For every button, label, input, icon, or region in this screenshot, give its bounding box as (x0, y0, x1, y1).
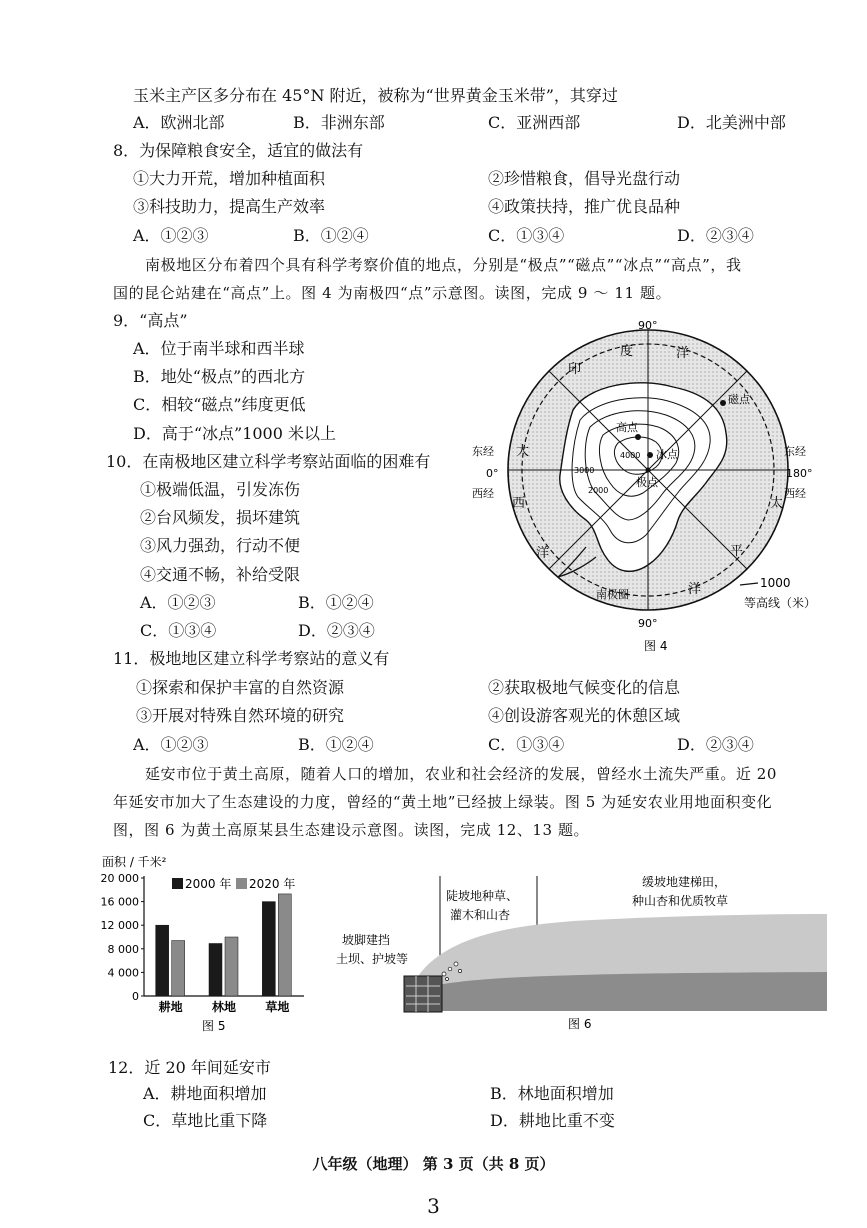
q12-option-c: C．草地比重下降 (143, 1111, 268, 1130)
bar-林地-2000年 (209, 943, 222, 996)
ocean-label-xi: 西 (512, 496, 526, 511)
q7-option-b: B．非洲东部 (293, 113, 385, 132)
q7-option-a: A．欧洲北部 (133, 113, 225, 132)
y-tick-label: 8 000 (107, 942, 139, 956)
q11-item-3: ③开展对特殊自然环境的研究 (136, 706, 345, 725)
q9-option-b: B．地处“极点”的西北方 (133, 367, 306, 386)
ocean-label-yang-3: 洋 (688, 582, 702, 597)
ocean-label-du: 度 (620, 344, 634, 359)
intro-9-11-line2: 国的昆仑站建在“高点”上。图 4 为南极四“点”示意图。读图，完成 9 ～ 11 题。 (113, 284, 672, 302)
ocean-label-yang-1: 洋 (676, 346, 690, 361)
q11-option-c: C．①③④ (488, 735, 565, 754)
q10-option-d: D．②③④ (298, 621, 375, 640)
q10-option-b: B．①②④ (298, 593, 374, 612)
fig4-label-left-top: 东经 (472, 445, 494, 458)
label-gentle: 缓坡地建梯田， (642, 876, 727, 889)
label-antarctic-circle: 南极圈 (596, 588, 629, 601)
chart-bars (156, 894, 292, 996)
figure-5-bar-chart (98, 852, 320, 1034)
bar-林地-2020年 (225, 937, 238, 996)
fig5-caption: 图 5 (202, 1019, 226, 1033)
legend-entry: 2000 年 (185, 877, 232, 891)
label-ice-point: 冰点 (656, 448, 678, 461)
q9-option-d: D．高于“冰点”1000 米以上 (133, 424, 336, 443)
label-foot: 坡脚建挡 (342, 933, 391, 947)
q12-stem: 12．近 20 年间延安市 (108, 1058, 271, 1077)
label-gentle-2: 种山杏和优质牧草 (632, 894, 729, 908)
fig4-label-left-mid: 0° (486, 467, 499, 480)
q11-item-4: ④创设游客观光的休憩区域 (488, 706, 681, 725)
ice-point-marker (647, 452, 653, 458)
bar-耕地-2020年 (172, 941, 185, 996)
legend-value: 1000 (760, 576, 791, 590)
x-tick-label: 林地 (211, 1000, 237, 1014)
label-pole-point: 极点 (636, 476, 658, 489)
chart-legend (172, 876, 295, 891)
y-tick-label: 12 000 (100, 919, 139, 933)
retaining-wall (404, 976, 442, 1012)
q10-item-4: ④交通不畅，补给受限 (140, 565, 301, 584)
fig4-caption: 图 4 (644, 639, 668, 653)
figure-4-antarctic-map (468, 315, 828, 660)
legend-swatch (236, 878, 247, 889)
intro-12-13-line1: 延安市位于黄土高原，随着人口的增加，农业和社会经济的发展，曾经水土流失严重。近 20 (145, 765, 777, 783)
bar-耕地-2000年 (156, 925, 169, 996)
q7-option-c: C．亚洲西部 (488, 113, 581, 132)
ocean-label-yang-2: 洋 (536, 546, 550, 561)
q8-option-a: A．①②③ (133, 226, 209, 245)
q8-item-2: ②珍惜粮食，倡导光盘行动 (488, 169, 681, 188)
page-footer: 八年级（地理） 第 3 页（共 8 页） (312, 1155, 555, 1173)
intro-9-11-line1: 南极地区分布着四个具有科学考察价值的地点，分别是“极点”“磁点”“冰点”“高点”，我 (145, 256, 742, 274)
intro-12-13-line3: 图，图 6 为黄土高原某县生态建设示意图。读图，完成 12、13 题。 (113, 821, 590, 839)
fig4-label-top: 90° (638, 319, 658, 332)
q9-stem: 9．“高点” (113, 311, 188, 330)
y-tick-label: 16 000 (100, 895, 139, 909)
q11-option-a: A．①②③ (133, 735, 209, 754)
y-tick-label: 4 000 (107, 966, 139, 980)
fig4-label-right-bot: 西经 (784, 487, 806, 500)
q8-item-3: ③科技助力，提高生产效率 (133, 197, 326, 216)
ocean-label-yin: 印 (568, 362, 582, 377)
q12-option-d: D．耕地比重不变 (490, 1111, 615, 1130)
q11-option-d: D．②③④ (677, 735, 754, 754)
q11-item-1: ①探索和保护丰富的自然资源 (136, 678, 345, 697)
q10-option-a: A．①②③ (140, 593, 216, 612)
q12-option-a: A．耕地面积增加 (143, 1084, 267, 1103)
y-tick-label: 0 (132, 990, 139, 1003)
fig6-caption: 图 6 (568, 1017, 592, 1031)
q8-option-d: D．②③④ (677, 226, 754, 245)
label-high-point: 高点 (616, 421, 638, 434)
pole-point-marker (646, 468, 651, 473)
legend-line (740, 583, 758, 585)
bar-草地-2000年 (262, 902, 275, 996)
label-magnetic-point: 磁点 (728, 393, 750, 406)
q11-option-b: B．①②④ (298, 735, 374, 754)
label-steep: 陡坡地种草、 (446, 889, 519, 903)
q8-item-1: ①大力开荒，增加种植面积 (133, 169, 326, 188)
q11-stem: 11．极地地区建立科学考察站的意义有 (113, 649, 390, 668)
q10-option-c: C．①③④ (140, 621, 217, 640)
legend-entry: 2020 年 (249, 877, 296, 891)
x-tick-label: 耕地 (158, 1000, 183, 1014)
q8-item-4: ④政策扶持，推广优良品种 (488, 197, 681, 216)
q7-option-d: D．北美洲中部 (677, 113, 786, 132)
page-number: 3 (427, 1194, 440, 1218)
chart-ylabel: 面积 / 千米² (102, 855, 167, 869)
y-tick-label: 20 000 (100, 872, 139, 885)
figure-6-ecology-diagram (332, 876, 832, 1036)
q8-option-c: C．①③④ (488, 226, 565, 245)
q10-item-2: ②台风频发，损坏建筑 (140, 508, 301, 527)
q10-item-1: ①极端低温，引发冻伤 (140, 480, 301, 499)
bar-草地-2020年 (278, 894, 291, 996)
contour-label-3000: 3000 (574, 466, 595, 475)
q9-option-a: A．位于南半球和西半球 (133, 339, 305, 358)
q12-option-b: B．林地面积增加 (490, 1084, 614, 1103)
x-tick-label: 草地 (265, 1000, 290, 1014)
q10-item-3: ③风力强劲，行动不便 (140, 536, 301, 555)
fig4-label-right-top: 东经 (784, 445, 806, 458)
q11-item-2: ②获取极地气候变化的信息 (488, 678, 681, 697)
fig4-label-right-mid: 180° (786, 467, 813, 480)
fig4-label-left-bot: 西经 (472, 487, 494, 500)
q9-option-c: C．相较“磁点”纬度更低 (133, 395, 306, 414)
ocean-label-da: 大 (516, 444, 530, 459)
high-point-marker (635, 434, 641, 440)
contour-label-4000: 4000 (620, 451, 641, 460)
label-foot-2: 土坝、护坡等 (336, 952, 409, 966)
ocean-label-tai: 太 (770, 496, 784, 511)
q8-stem: 8．为保障粮食安全，适宜的做法有 (113, 141, 364, 160)
legend-label: 等高线（米） (744, 596, 817, 610)
q7-stem-tail: 玉米主产区多分布在 45°N 附近，被称为“世界黄金玉米带”，其穿过 (133, 86, 618, 105)
magnetic-point-marker (720, 400, 726, 406)
fig4-label-bottom: 90° (638, 617, 658, 630)
contour-label-2000: 2000 (588, 486, 609, 495)
label-steep-2: 灌木和山杏 (450, 908, 511, 922)
q8-option-b: B．①②④ (293, 226, 369, 245)
q10-stem: 10．在南极地区建立科学考察站面临的困难有 (106, 452, 431, 471)
legend-swatch (172, 878, 183, 889)
intro-12-13-line2: 年延安市加大了生态建设的力度，曾经的“黄土地”已经披上绿装。图 5 为延安农业用地面积变化 (113, 793, 773, 811)
ocean-label-ping: 平 (730, 544, 744, 559)
